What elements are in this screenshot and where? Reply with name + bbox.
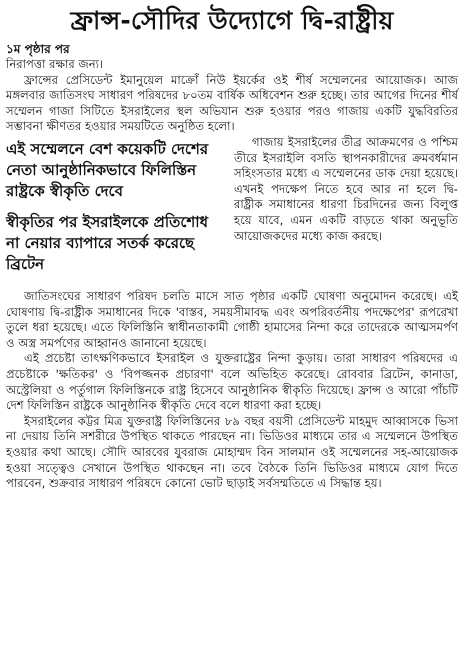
article-paragraph: ফ্রান্সের প্রেসিডেন্ট ইমানুয়েল মাক্রোঁ নিউ ইয়র্কের ওই শীর্ষ সম্মেলনের আয়োজক। আজ মঙ্গলবার জাতিসংঘ সাধারণ পরিষদের ৮০তম বার্ষিক অধিবেশন শুরু হচ্ছে। তার আগের দিনের শীর্ষ সম্মেলন গাজা সিটিতে ইসরাইলের স্থল অভিযান শুরু হওয়ার পরও গাজায় একটি যুদ্ধবিরতির সম্ভাবনা ক্ষীণতর হওয়ার সময়টিতে অনুষ্ঠিত হলো। — [6, 72, 458, 134]
pullquote-1: এই সম্মেলনে বেশ কয়েকটি দেশের নেতা আনুষ্ঠানিকভাবে ফিলিস্তিন রাষ্ট্রকে স্বীকৃতি দেবে — [6, 139, 209, 200]
headline: ফ্রান্স-সৌদির উদ্যোগে দ্বি-রাষ্ট্রীয় — [70, 6, 394, 35]
article-paragraph: গাজায় ইসরাইলের তীব্র আক্রমণের ও পশ্চিম তীরে ইসরাইলি বসতি স্থাপনকারীদের ক্রমবর্ধমান সহিংসতার মধ্যে এ সম্মেলনের ডাক দেয়া হয়েছে। এখনই পদক্ষেপ নিতে হবে আর না হলে দ্বি-রাষ্ট্রীক সমাধানের ধারণা চিরদিনের জন্য বিলুপ্ত হয়ে যাবে, এমন একটি বাড়তে থাকা অনুভূতি আয়োজকদের মধ্যে কাজ করছে। — [234, 134, 458, 243]
article-paragraph: জাতিসংঘের সাধারণ পরিষদ চলতি মাসে সাত পৃষ্ঠার একটি ঘোষণা অনুমোদন করেছে। এই ঘোষণায় দ্বি-রাষ্ট্রীক সমাধানের দিকে 'বাস্তব, সময়সীমাবদ্ধ এবং অপরিবর্তনীয় পদক্ষেপের' রূপরেখা তুলে ধরা হয়েছে। এতে ফিলিস্তিনি স্বাধীনতাকামী গোষ্ঠী হামাসের নিন্দা করে তাদেরকে আত্মসমর্পণ ও অস্ত্র সমর্পণের আহ্বানও জানানো হয়েছে। — [6, 288, 458, 350]
article-paragraph: নিরাপত্তা রক্ষার জন্য। — [6, 57, 104, 71]
article-paragraph: ইসরাইলের কট্টর মিত্র যুক্তরাষ্ট্র ফিলিস্তিনের ৮৯ বছর বয়সী প্রেসিডেন্ট মাহমুদ আব্বাসকে ভিসা না দেয়ায় তিনি সশরীরে উপস্থিত থাকতে পারছেন না। ভিডিওর মাধ্যমে তার এ সম্মেলনে উপস্থিত হওয়ার কথা আছে। সৌদি আরবের যুবরাজ মোহাম্মদ বিন সালমান ওই সম্মেলনের সহ-আয়োজক হওয়া সত্ত্বেও সেখানে উপস্থিত থাকছেন না। তবে বৈঠকে তিনি ভিডিওর মাধ্যমে যোগ দিতে পারবেন, শুক্রবার সাধারণ পরিষদে কোনো ভোট ছাড়াই সর্বসম্মতিতে এ সিদ্ধান্ত হয়। — [6, 413, 458, 491]
pullquote-2: স্বীকৃতির পর ইসরাইলকে প্রতিশোধ না নেয়ার ব্যাপারে সতর্ক করেছে ব্রিটেন — [6, 212, 209, 273]
pullquote-wrap-section — [6, 135, 458, 289]
pullquote-box — [6, 139, 224, 285]
continued-from-label: ১ম পৃষ্ঠার পর — [6, 42, 70, 56]
article-paragraph: এই প্রচেষ্টা তাৎক্ষণিকভাবে ইসরাইল ও যুক্তরাষ্ট্রের নিন্দা কুড়ায়। তারা সাধারণ পরিষদের এ প্রচেষ্টাকে 'ক্ষতিকর' ও 'বিপজ্জনক প্রচারণা' বলে অভিহিত করেছে। রোববার ব্রিটেন, কানাডা, অস্ট্রেলিয়া ও পর্তুগাল ফিলিস্তিনকে রাষ্ট্র হিসেবে আনুষ্ঠানিক স্বীকৃতি দিয়েছে। ফ্রান্স ও আরো পাঁচটি দেশ ফিলিস্তিন রাষ্ট্রকে আনুষ্ঠানিক স্বীকৃতি দেবে বলে ধারণা করা হচ্ছে। — [6, 351, 458, 413]
